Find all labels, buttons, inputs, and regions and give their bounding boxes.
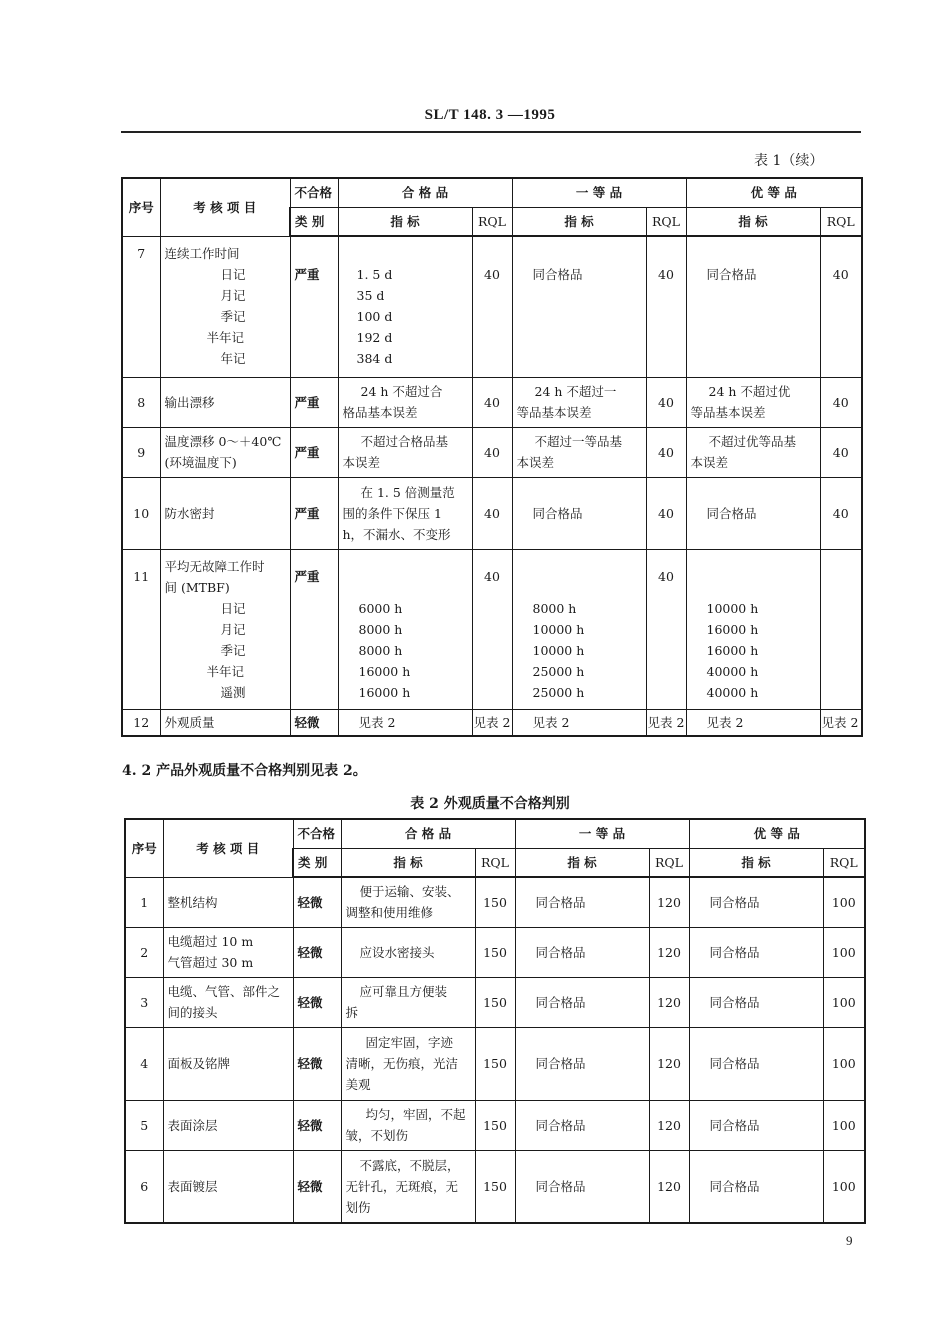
t2-row2-s-rql: 100 (823, 927, 865, 977)
row7-item-sub: 半年记 (206, 329, 245, 345)
t2-row1-category: 轻微 (293, 877, 341, 927)
t2-row5-item (163, 1100, 293, 1150)
row10-q-line: 在 1. 5 倍测量范 (360, 484, 455, 500)
t2-row2-q-line: 应设水密接头 (359, 944, 435, 960)
row7-q-value: 192 d (356, 330, 393, 345)
t2-header-qualified-indicator: 指 标 (341, 848, 475, 877)
row11-s-value: 16000 h (706, 621, 759, 637)
row12-seq: 12 (122, 709, 160, 736)
row11-item-sub: 遥测 (220, 684, 246, 700)
t2-header-category-l1: 不合格 (293, 819, 341, 848)
t2-row4-item (163, 1027, 293, 1100)
row10-q-line: h，不漏水、不变形 (342, 526, 451, 542)
row10-f: 同合格品 (512, 477, 646, 549)
t2-row5-q-line: 皱，不划伤 (345, 1128, 409, 1143)
row10-s: 同合格品 (686, 477, 820, 549)
row11-s-value: 16000 h (706, 642, 759, 658)
t2-header-qualified: 合 格 品 (341, 819, 515, 848)
row9-q-rql: 40 (472, 427, 512, 477)
t2-row4-item-line: 面板及铭牌 (167, 1056, 231, 1071)
t2-row3-f: 同合格品 (515, 977, 649, 1027)
t2-row6-q-line: 划伤 (345, 1199, 371, 1215)
header-qualified: 合 格 品 (338, 178, 512, 207)
t2-row1-seq: 1 (125, 877, 163, 927)
t2-row6-q-line: 不露底，不脱层， (359, 1157, 460, 1173)
table1-row-8 (122, 377, 862, 427)
t2-row3-seq: 3 (125, 977, 163, 1027)
header-qualified-indicator: 指 标 (338, 207, 472, 236)
t2-header-item: 考 核 项 目 (163, 819, 293, 877)
t2-row1-item (163, 877, 293, 927)
t2-row2-item (163, 927, 293, 977)
row10-category: 严重 (290, 477, 338, 549)
row7-f: 同合格品 (512, 236, 646, 377)
t2-row5-category: 轻微 (293, 1100, 341, 1150)
row7-q-rql: 40 (472, 236, 512, 377)
t2-row2-f: 同合格品 (515, 927, 649, 977)
row12-category: 轻微 (290, 709, 338, 736)
t2-row5-q-rql: 150 (475, 1100, 515, 1150)
t2-header-qualified-rql: RQL (475, 848, 515, 877)
row8-s (686, 377, 820, 427)
page-number: 9 (846, 1233, 853, 1248)
t2-row6-item-line: 表面镀层 (167, 1178, 218, 1194)
t2-row3-s-rql: 100 (823, 977, 865, 1027)
row10-seq: 10 (122, 477, 160, 549)
header-category-l2: 类 别 (290, 207, 338, 236)
t2-row5-q-line: 均匀，牢固，不起 (365, 1107, 466, 1122)
row11-q-value: 16000 h (358, 684, 411, 700)
t2-header-first-rql: RQL (649, 848, 689, 877)
table1-row-10 (122, 477, 862, 549)
row7-s: 同合格品 (686, 236, 820, 377)
header-seq: 序号 (122, 178, 160, 236)
t2-row6-s: 同合格品 (689, 1150, 823, 1223)
row7-category: 严重 (290, 236, 338, 377)
t2-row4-s: 同合格品 (689, 1027, 823, 1100)
table1-row-12 (122, 709, 862, 736)
row9-f (512, 427, 646, 477)
t2-row3-q-rql: 150 (475, 977, 515, 1027)
t2-row4-q-line: 固定牢固，字迹 (365, 1035, 454, 1050)
row8-q-rql: 40 (472, 377, 512, 427)
row11-s-rql (820, 549, 862, 709)
row9-s-line: 不超过优等品基 (708, 434, 797, 449)
table1-row-7 (122, 236, 862, 377)
row11-q-values (338, 549, 472, 709)
t2-row6-f: 同合格品 (515, 1150, 649, 1223)
t2-row6-q-rql: 150 (475, 1150, 515, 1223)
t2-row4-category: 轻微 (293, 1027, 341, 1100)
row7-q-value: 384 d (356, 351, 393, 366)
t2-row6-f-rql: 120 (649, 1150, 689, 1223)
t2-row2-s: 同合格品 (689, 927, 823, 977)
row11-f-rql: 40 (646, 549, 686, 709)
row7-item-sub: 年记 (220, 350, 246, 366)
t2-row3-item-line: 电缆、气管、部件之 (167, 984, 281, 999)
row9-q (338, 427, 472, 477)
row7-seq: 7 (122, 236, 160, 377)
t2-row3-item (163, 977, 293, 1027)
row11-q-value: 16000 h (358, 663, 411, 679)
table2-row-4 (125, 1027, 865, 1100)
t2-header-first-class: 一 等 品 (515, 819, 689, 848)
t2-header-seq: 序号 (125, 819, 163, 877)
row9-f-line: 本误差 (516, 455, 555, 470)
row11-item-sub: 季记 (220, 642, 246, 658)
row12-q: 见表 2 (338, 709, 472, 736)
row8-s-line: 等品基本误差 (690, 405, 766, 420)
row9-item-line: (环境温度下) (164, 455, 237, 470)
row11-s-values (686, 549, 820, 709)
table2-caption: 表 2 外观质量不合格判别 (410, 796, 570, 812)
t2-row4-q (341, 1027, 475, 1100)
row12-item: 外观质量 (160, 709, 290, 736)
t2-row6-q-line: 无针孔，无斑痕，无 (345, 1178, 459, 1194)
row9-f-line: 不超过一等品基 (534, 434, 623, 449)
row11-s-value: 40000 h (706, 684, 759, 700)
row11-f-value: 10000 h (532, 642, 585, 658)
t2-row5-s-rql: 100 (823, 1100, 865, 1150)
header-superior: 优 等 品 (686, 178, 862, 207)
t2-header-superior-indicator: 指 标 (689, 848, 823, 877)
row9-item-line: 温度漂移 0～＋40℃ (164, 434, 282, 449)
row7-q-value: 1. 5 d (356, 267, 393, 282)
row8-s-line: 24 h 不超过优 (708, 384, 791, 399)
row11-f-values (512, 549, 646, 709)
row9-s (686, 427, 820, 477)
row9-s-rql: 40 (820, 427, 862, 477)
row8-q-line: 24 h 不超过合 (360, 384, 443, 399)
table1-caption: 表 1（续） (754, 153, 824, 169)
row7-item (160, 236, 290, 377)
row12-s-rql: 见表 2 (820, 709, 862, 736)
row7-item-sub: 月记 (220, 287, 246, 303)
t2-row1-q-line: 便于运输、安装、 (359, 884, 460, 900)
table2-row-5 (125, 1100, 865, 1150)
row8-q-line: 格品基本误差 (342, 405, 418, 420)
header-first-indicator: 指 标 (512, 207, 646, 236)
t2-row1-s-rql: 100 (823, 877, 865, 927)
t2-row4-q-line: 清晰，无伤痕，光洁 (345, 1056, 459, 1071)
t2-row2-q-rql: 150 (475, 927, 515, 977)
row7-item-sub: 季记 (220, 308, 246, 324)
t2-row3-f-rql: 120 (649, 977, 689, 1027)
row11-item (160, 549, 290, 709)
t2-row2-f-rql: 120 (649, 927, 689, 977)
header-first-class: 一 等 品 (512, 178, 686, 207)
t2-header-superior-rql: RQL (823, 848, 865, 877)
t2-row4-q-line: 美观 (345, 1077, 371, 1092)
row10-q (338, 477, 472, 549)
row12-f: 见表 2 (512, 709, 646, 736)
row10-f-rql: 40 (646, 477, 686, 549)
row9-s-line: 本误差 (690, 455, 729, 470)
t2-row1-f: 同合格品 (515, 877, 649, 927)
row10-s-rql: 40 (820, 477, 862, 549)
row11-item-sub: 半年记 (206, 663, 245, 679)
t2-row1-q (341, 877, 475, 927)
row7-item-title: 连续工作时间 (164, 245, 240, 261)
row11-item-line: 间 (MTBF) (164, 579, 230, 595)
row11-seq: 11 (122, 549, 160, 709)
row11-s-value: 40000 h (706, 663, 759, 679)
header-category-l1: 不合格 (290, 178, 338, 207)
row9-q-line: 本误差 (342, 455, 381, 470)
header-superior-indicator: 指 标 (686, 207, 820, 236)
t2-row4-f: 同合格品 (515, 1027, 649, 1100)
row9-seq: 9 (122, 427, 160, 477)
table2-row-3 (125, 977, 865, 1027)
table2-row-6 (125, 1150, 865, 1223)
t2-row2-q (341, 927, 475, 977)
row11-f-value: 25000 h (532, 663, 585, 679)
row8-category: 严重 (290, 377, 338, 427)
t2-header-first-indicator: 指 标 (515, 848, 649, 877)
t2-row1-q-line: 调整和使用维修 (345, 905, 434, 921)
row10-q-line: 围的条件下保压 1 (342, 505, 442, 521)
row11-category: 严重 (290, 549, 338, 709)
table2-row-2 (125, 927, 865, 977)
t2-header-superior: 优 等 品 (689, 819, 865, 848)
t2-row6-item (163, 1150, 293, 1223)
table2-row-1 (125, 877, 865, 927)
row9-category: 严重 (290, 427, 338, 477)
t2-row5-f-rql: 120 (649, 1100, 689, 1150)
row7-f-rql: 40 (646, 236, 686, 377)
t2-row3-q-line: 拆 (345, 1005, 359, 1020)
t2-row5-f: 同合格品 (515, 1100, 649, 1150)
row7-item-sub: 日记 (220, 266, 246, 282)
row11-item-sub: 日记 (220, 600, 246, 616)
header-first-rql: RQL (646, 207, 686, 236)
table1 (121, 177, 863, 737)
row11-s-value: 10000 h (706, 600, 759, 616)
table1-row-11 (122, 549, 862, 709)
header-item: 考 核 项 目 (160, 178, 290, 236)
row11-q-value: 8000 h (358, 621, 403, 637)
t2-row3-category: 轻微 (293, 977, 341, 1027)
row9-q-line: 不超过合格品基 (360, 434, 449, 449)
row7-q-values (338, 236, 472, 377)
header-superior-rql: RQL (820, 207, 862, 236)
row11-q-value: 8000 h (358, 642, 403, 658)
t2-row5-q (341, 1100, 475, 1150)
t2-row4-seq: 4 (125, 1027, 163, 1100)
row9-f-rql: 40 (646, 427, 686, 477)
t2-row3-item-line: 间的接头 (167, 1005, 218, 1020)
row11-f-value: 8000 h (532, 600, 577, 616)
t2-row1-f-rql: 120 (649, 877, 689, 927)
row8-f-rql: 40 (646, 377, 686, 427)
t2-row6-s-rql: 100 (823, 1150, 865, 1223)
row8-s-rql: 40 (820, 377, 862, 427)
t2-row6-seq: 6 (125, 1150, 163, 1223)
row9-item (160, 427, 290, 477)
t2-row5-seq: 5 (125, 1100, 163, 1150)
row10-q-rql: 40 (472, 477, 512, 549)
row11-item-line: 平均无故障工作时 (164, 558, 265, 574)
t2-row3-q (341, 977, 475, 1027)
t2-row4-s-rql: 100 (823, 1027, 865, 1100)
t2-row3-q-line: 应可靠且方便装 (359, 984, 448, 999)
row8-f-line: 24 h 不超过一 (534, 384, 617, 399)
row11-q-rql: 40 (472, 549, 512, 709)
row12-s: 见表 2 (686, 709, 820, 736)
t2-row2-item-line: 电缆超过 10 m (167, 934, 254, 949)
row8-f (512, 377, 646, 427)
row7-q-value: 35 d (356, 288, 385, 303)
t2-row1-q-rql: 150 (475, 877, 515, 927)
row7-s-rql: 40 (820, 236, 862, 377)
header-rule (121, 131, 861, 133)
table1-row-9 (122, 427, 862, 477)
t2-row2-category: 轻微 (293, 927, 341, 977)
row11-q-value: 6000 h (358, 600, 403, 616)
header-qualified-rql: RQL (472, 207, 512, 236)
t2-row6-q (341, 1150, 475, 1223)
t2-row5-s: 同合格品 (689, 1100, 823, 1150)
t2-row1-s: 同合格品 (689, 877, 823, 927)
t2-row2-item-line: 气管超过 30 m (167, 955, 254, 970)
row8-seq: 8 (122, 377, 160, 427)
t2-header-category-l2: 类 别 (293, 848, 341, 877)
row12-q-rql: 见表 2 (472, 709, 512, 736)
row11-f-value: 10000 h (532, 621, 585, 637)
row10-item: 防水密封 (160, 477, 290, 549)
t2-row3-s: 同合格品 (689, 977, 823, 1027)
t2-row1-item-line: 整机结构 (167, 894, 218, 910)
row7-q-value: 100 d (356, 309, 393, 324)
t2-row6-category: 轻微 (293, 1150, 341, 1223)
row8-item: 输出漂移 (160, 377, 290, 427)
row8-q (338, 377, 472, 427)
table2 (124, 818, 866, 1224)
standard-code: SL/T 148. 3 —1995 (424, 107, 556, 123)
t2-row4-q-rql: 150 (475, 1027, 515, 1100)
row8-f-line: 等品基本误差 (516, 405, 592, 420)
row11-item-sub: 月记 (220, 621, 246, 637)
row12-f-rql: 见表 2 (646, 709, 686, 736)
row11-f-value: 25000 h (532, 684, 585, 700)
t2-row2-seq: 2 (125, 927, 163, 977)
section-4-2: 4. 2 产品外观质量不合格判别见表 2。 (122, 763, 367, 779)
t2-row4-f-rql: 120 (649, 1027, 689, 1100)
t2-row5-item-line: 表面涂层 (167, 1117, 218, 1133)
